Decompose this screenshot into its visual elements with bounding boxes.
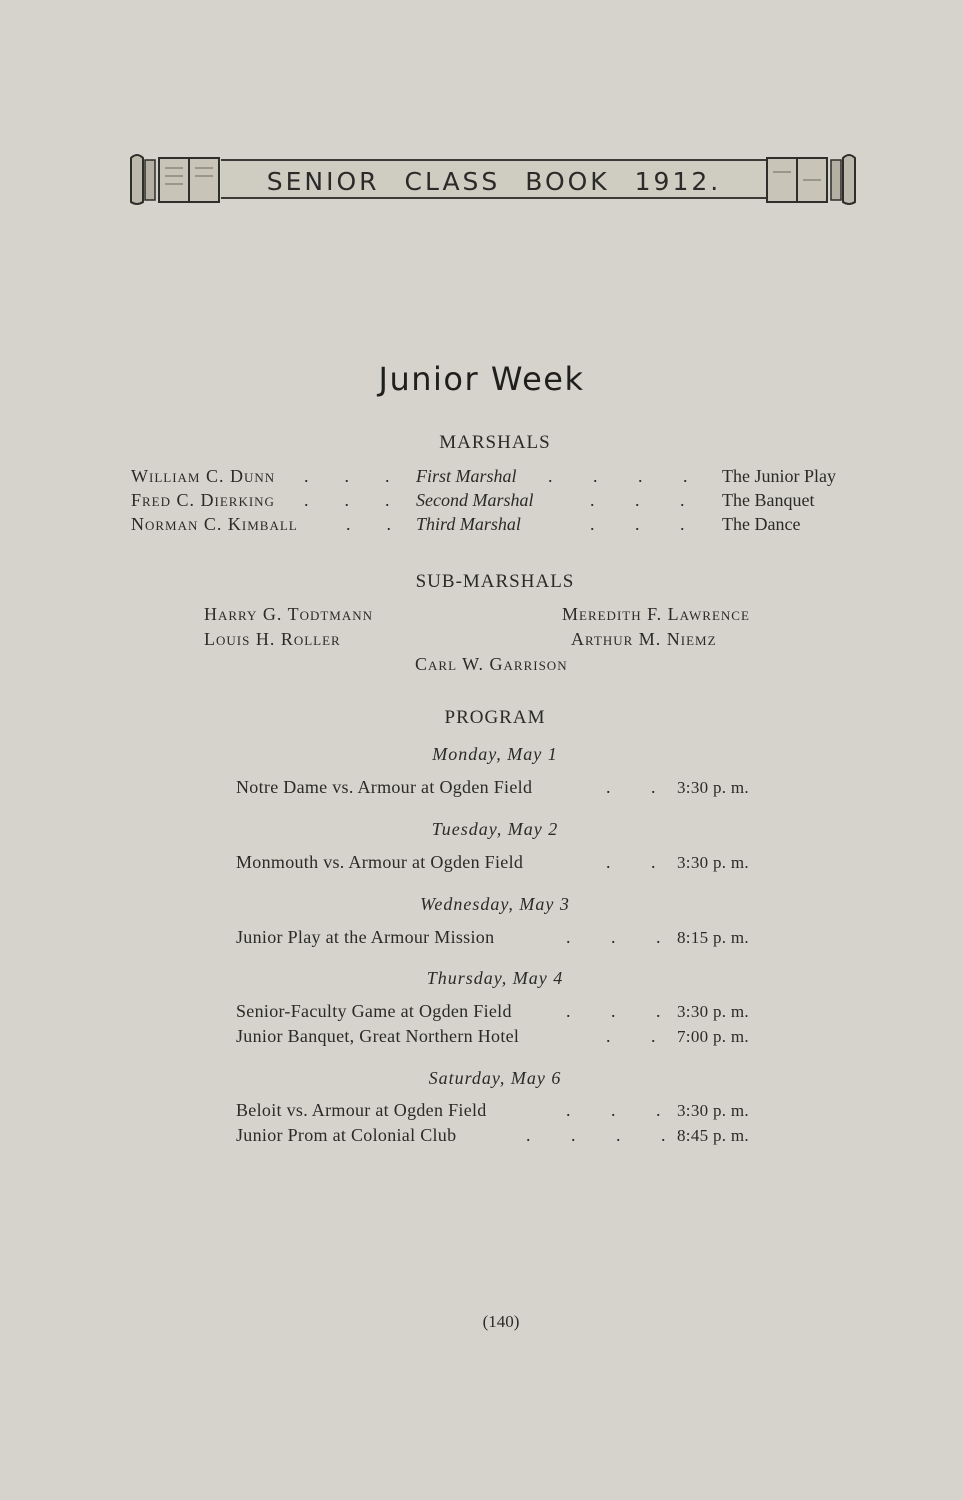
open-book-left-icon <box>127 152 223 208</box>
page-number: (140) <box>482 1312 520 1331</box>
marshal-duty: The Banquet <box>722 490 815 510</box>
program-event: Junior Prom at Colonial Club <box>236 1125 457 1145</box>
leader-dots: . . . <box>566 1100 661 1120</box>
program-event: Senior-Faculty Game at Ogden Field <box>236 1001 512 1021</box>
marshal-duty: The Junior Play <box>722 466 836 486</box>
program-heading: PROGRAM <box>444 707 546 728</box>
program-day: Wednesday, May 3 <box>420 894 570 914</box>
marshal-duty: The Dance <box>722 514 801 534</box>
marshals-heading: MARSHALS <box>439 432 551 453</box>
program-time: 7:00 p. m. <box>677 1027 749 1046</box>
leader-dots: . . <box>606 852 656 872</box>
marshal-role: First Marshal <box>416 466 517 486</box>
leader-dots: . . . . <box>526 1125 666 1145</box>
leader-dots: . . <box>346 514 391 534</box>
leader-dots: . . <box>606 1026 656 1046</box>
program-time: 3:30 p. m. <box>677 853 749 872</box>
marshal-role: Second Marshal <box>416 490 534 510</box>
sub-marshals-heading: SUB-MARSHALS <box>415 571 575 592</box>
sub-marshal-name: Carl W. Garrison <box>415 654 568 674</box>
marshal-name: William C. Dunn <box>131 466 276 486</box>
page-title: Junior Week <box>378 360 585 398</box>
sub-marshal-name: Arthur M. Niemz <box>571 629 717 649</box>
program-day: Monday, May 1 <box>432 744 558 764</box>
marshal-name: Fred C. Dierking <box>131 490 275 510</box>
program-event: Junior Play at the Armour Mission <box>236 927 495 947</box>
program-day: Thursday, May 4 <box>426 968 564 988</box>
banner-title: SENIOR CLASS BOOK 1912. <box>266 167 722 196</box>
marshal-role: Third Marshal <box>416 514 521 534</box>
marshal-name: Norman C. Kimball <box>131 514 298 534</box>
program-time: 3:30 p. m. <box>677 1002 749 1021</box>
leader-dots: . . . <box>304 466 390 486</box>
leader-dots: . . . . <box>548 466 688 486</box>
leader-dots: . . . <box>590 490 685 510</box>
sub-marshal-name: Meredith F. Lawrence <box>562 604 750 624</box>
leader-dots: . . . <box>566 1001 661 1021</box>
sub-marshal-name: Harry G. Todtmann <box>204 604 374 624</box>
leader-dots: . . . <box>304 490 390 510</box>
banner-bar <box>221 159 767 199</box>
sub-marshal-name: Louis H. Roller <box>204 629 341 649</box>
program-event: Monmouth vs. Armour at Ogden Field <box>236 852 524 872</box>
header-banner <box>127 152 859 208</box>
program-time: 3:30 p. m. <box>677 1101 749 1120</box>
program-time: 8:15 p. m. <box>677 928 749 947</box>
leader-dots: . . . <box>590 514 685 534</box>
program-event: Notre Dame vs. Armour at Ogden Field <box>236 777 533 797</box>
program-time: 3:30 p. m. <box>677 778 749 797</box>
leader-dots: . . <box>606 777 656 797</box>
program-event: Junior Banquet, Great Northern Hotel <box>236 1026 520 1046</box>
leader-dots: . . . <box>566 927 661 947</box>
program-time: 8:45 p. m. <box>677 1126 749 1145</box>
program-event: Beloit vs. Armour at Ogden Field <box>236 1100 487 1120</box>
program-day: Tuesday, May 2 <box>431 819 559 839</box>
program-day: Saturday, May 6 <box>428 1068 562 1088</box>
open-book-right-icon <box>763 152 859 208</box>
